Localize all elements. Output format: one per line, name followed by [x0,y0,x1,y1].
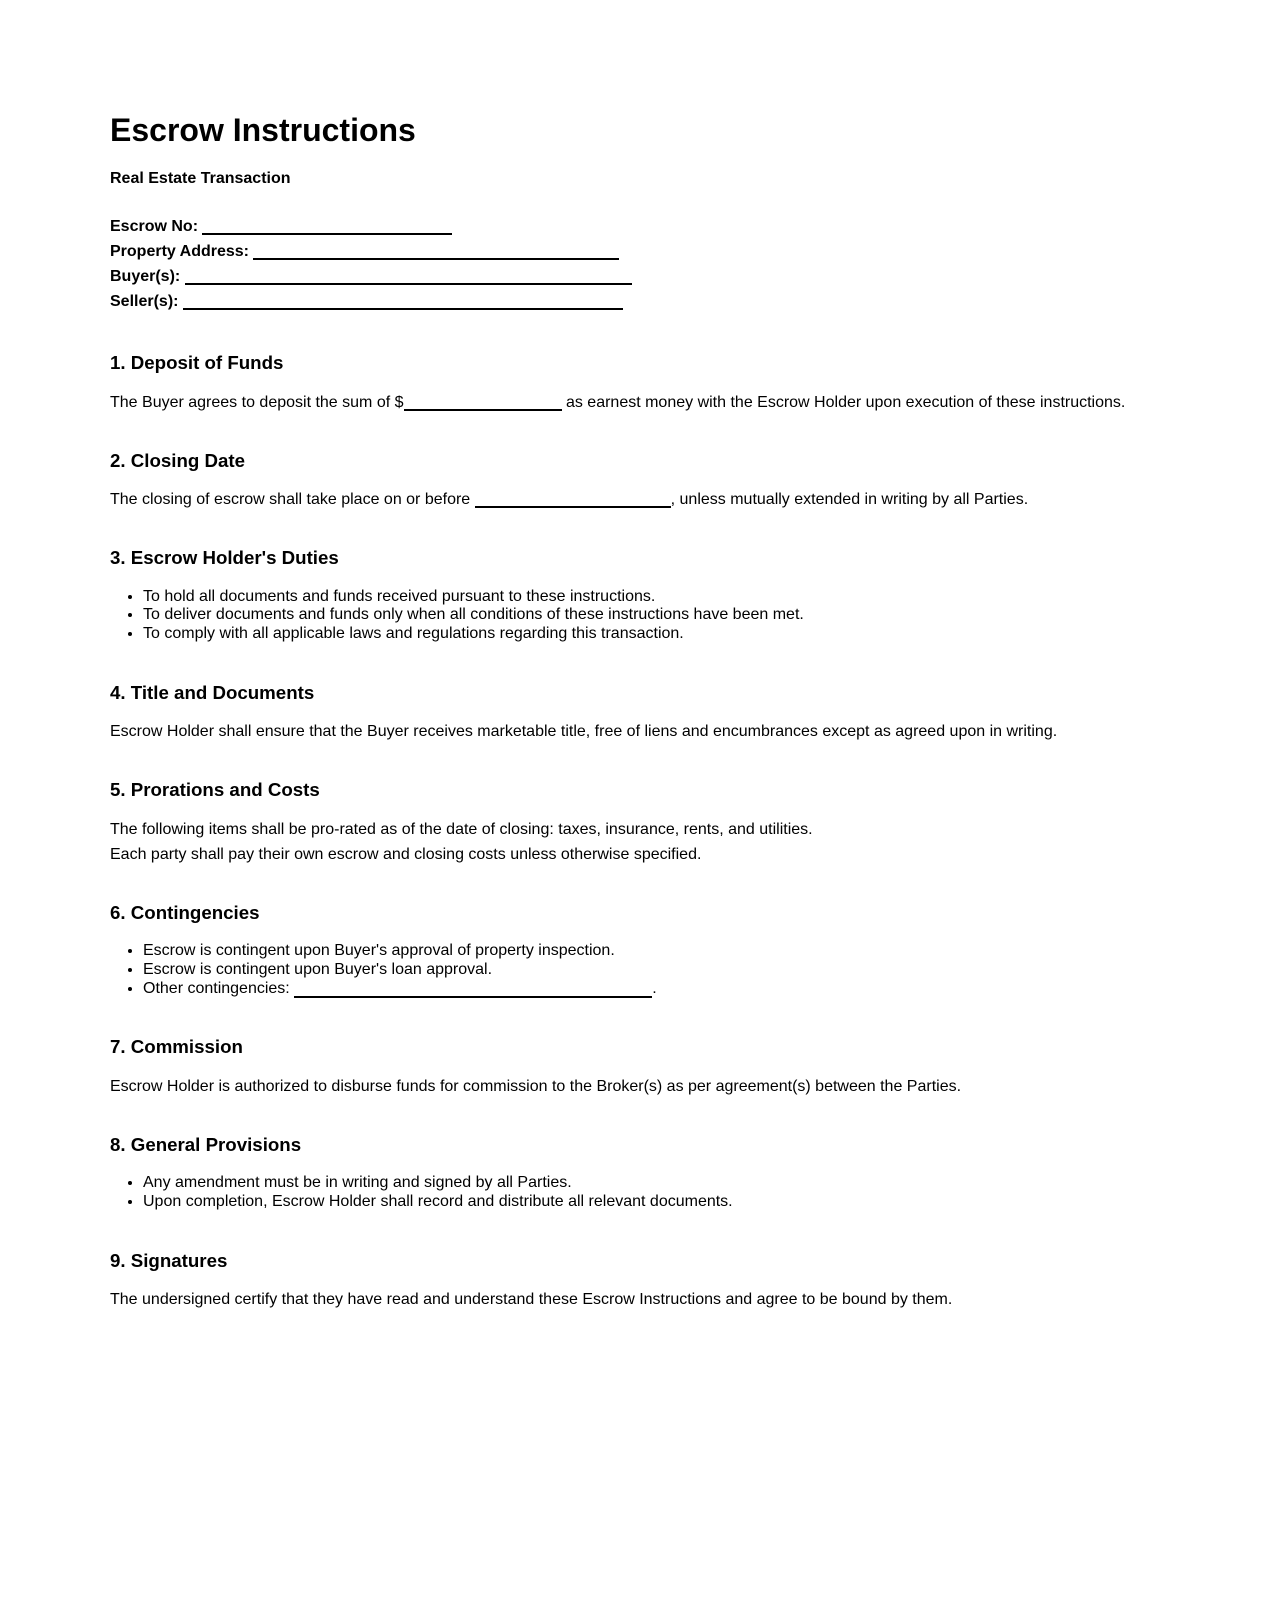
section-paragraph: Escrow Holder is authorized to disburse funds for commission to the Broker(s) as per agreement(s) between the Parties. [110,1077,962,1095]
section-paragraph [110,393,1203,412]
bullet-list [110,1174,1203,1211]
bullet-list [110,942,1203,998]
section-paragraph: Each party shall pay their own escrow and closing costs unless otherwise specified. [110,845,702,863]
section-heading: 4. Title and Documents [110,681,315,703]
section-heading: 1. Deposit of Funds [110,352,284,374]
other-contingencies-blank [294,980,652,998]
list-item: • To comply with all applicable laws and regulations regarding this transaction. [143,625,1203,644]
field-property-address [110,239,1203,264]
section-heading: 5. Prorations and Costs [110,779,320,801]
document-title: Escrow Instructions [110,112,416,148]
paragraph-text: The closing of escrow shall take place on or before [110,491,475,509]
sellers-blank [183,289,623,310]
section-paragraph: Escrow Holder shall ensure that the Buyer receives marketable title, free of liens and encumbrances except as agreed upon in writing. [110,723,1058,741]
closing-date-blank [475,490,671,508]
paragraph-text: The Buyer agrees to deposit the sum of $ [110,393,404,411]
field-escrow-no [110,214,1203,239]
section-heading: 6. Contingencies [110,901,260,923]
field-label-sellers: Seller(s): [110,293,179,311]
buyers-blank [185,264,632,285]
section-general-provisions [110,1134,1203,1212]
list-item: • To hold all documents and funds received pursuant to these instructions. [143,588,1203,607]
bullet-list [110,588,1203,644]
section-paragraph: The following items shall be pro-rated as of the date of closing: taxes, insurance, rents, and utilities. [110,820,813,838]
list-item [143,980,1203,999]
section-heading: 9. Signatures [110,1249,228,1271]
field-label-escrow-no: Escrow No: [110,218,199,236]
section-closing-date [110,450,1203,510]
paragraph-text: as earnest money with the Escrow Holder upon execution of these instructions. [561,393,1126,411]
field-sellers [110,289,1203,314]
section-commission [110,1036,1203,1096]
list-item: • Upon completion, Escrow Holder shall record and distribute all relevant documents. [143,1193,1203,1212]
section-title-and-documents [110,682,1203,742]
paragraph-text: , unless mutually extended in writing by all Parties. [670,491,1029,509]
deposit-amount-blank [404,393,562,411]
section-heading: 3. Escrow Holder's Duties [110,547,339,569]
section-heading: 2. Closing Date [110,449,245,471]
section-heading: 8. General Provisions [110,1133,302,1155]
field-buyers [110,264,1203,289]
list-item-text: Other contingencies: [143,979,295,997]
field-label-property-address: Property Address: [110,243,249,261]
list-item: • To deliver documents and funds only when all conditions of these instructions have been met. [143,606,1203,625]
list-item: • Escrow is contingent upon Buyer's loan approval. [143,961,1203,980]
section-prorations-and-costs [110,779,1203,864]
section-contingencies [110,902,1203,999]
list-item: • Escrow is contingent upon Buyer's approval of property inspection. [143,942,1203,961]
escrow-no-blank [202,214,452,235]
section-signatures [110,1250,1203,1310]
property-address-blank [253,239,619,260]
section-deposit-of-funds [110,352,1203,412]
header-fields [110,214,1203,314]
field-label-buyers: Buyer(s): [110,268,181,286]
section-paragraph: The undersigned certify that they have read and understand these Escrow Instructions and agree to be bound by them. [110,1291,953,1309]
section-escrow-holders-duties [110,547,1203,644]
section-heading: 7. Commission [110,1036,243,1058]
list-item: • Any amendment must be in writing and signed by all Parties. [143,1174,1203,1193]
section-paragraph [110,490,1203,509]
document-subtitle: Real Estate Transaction [110,169,291,187]
list-item-text: . [652,979,657,997]
